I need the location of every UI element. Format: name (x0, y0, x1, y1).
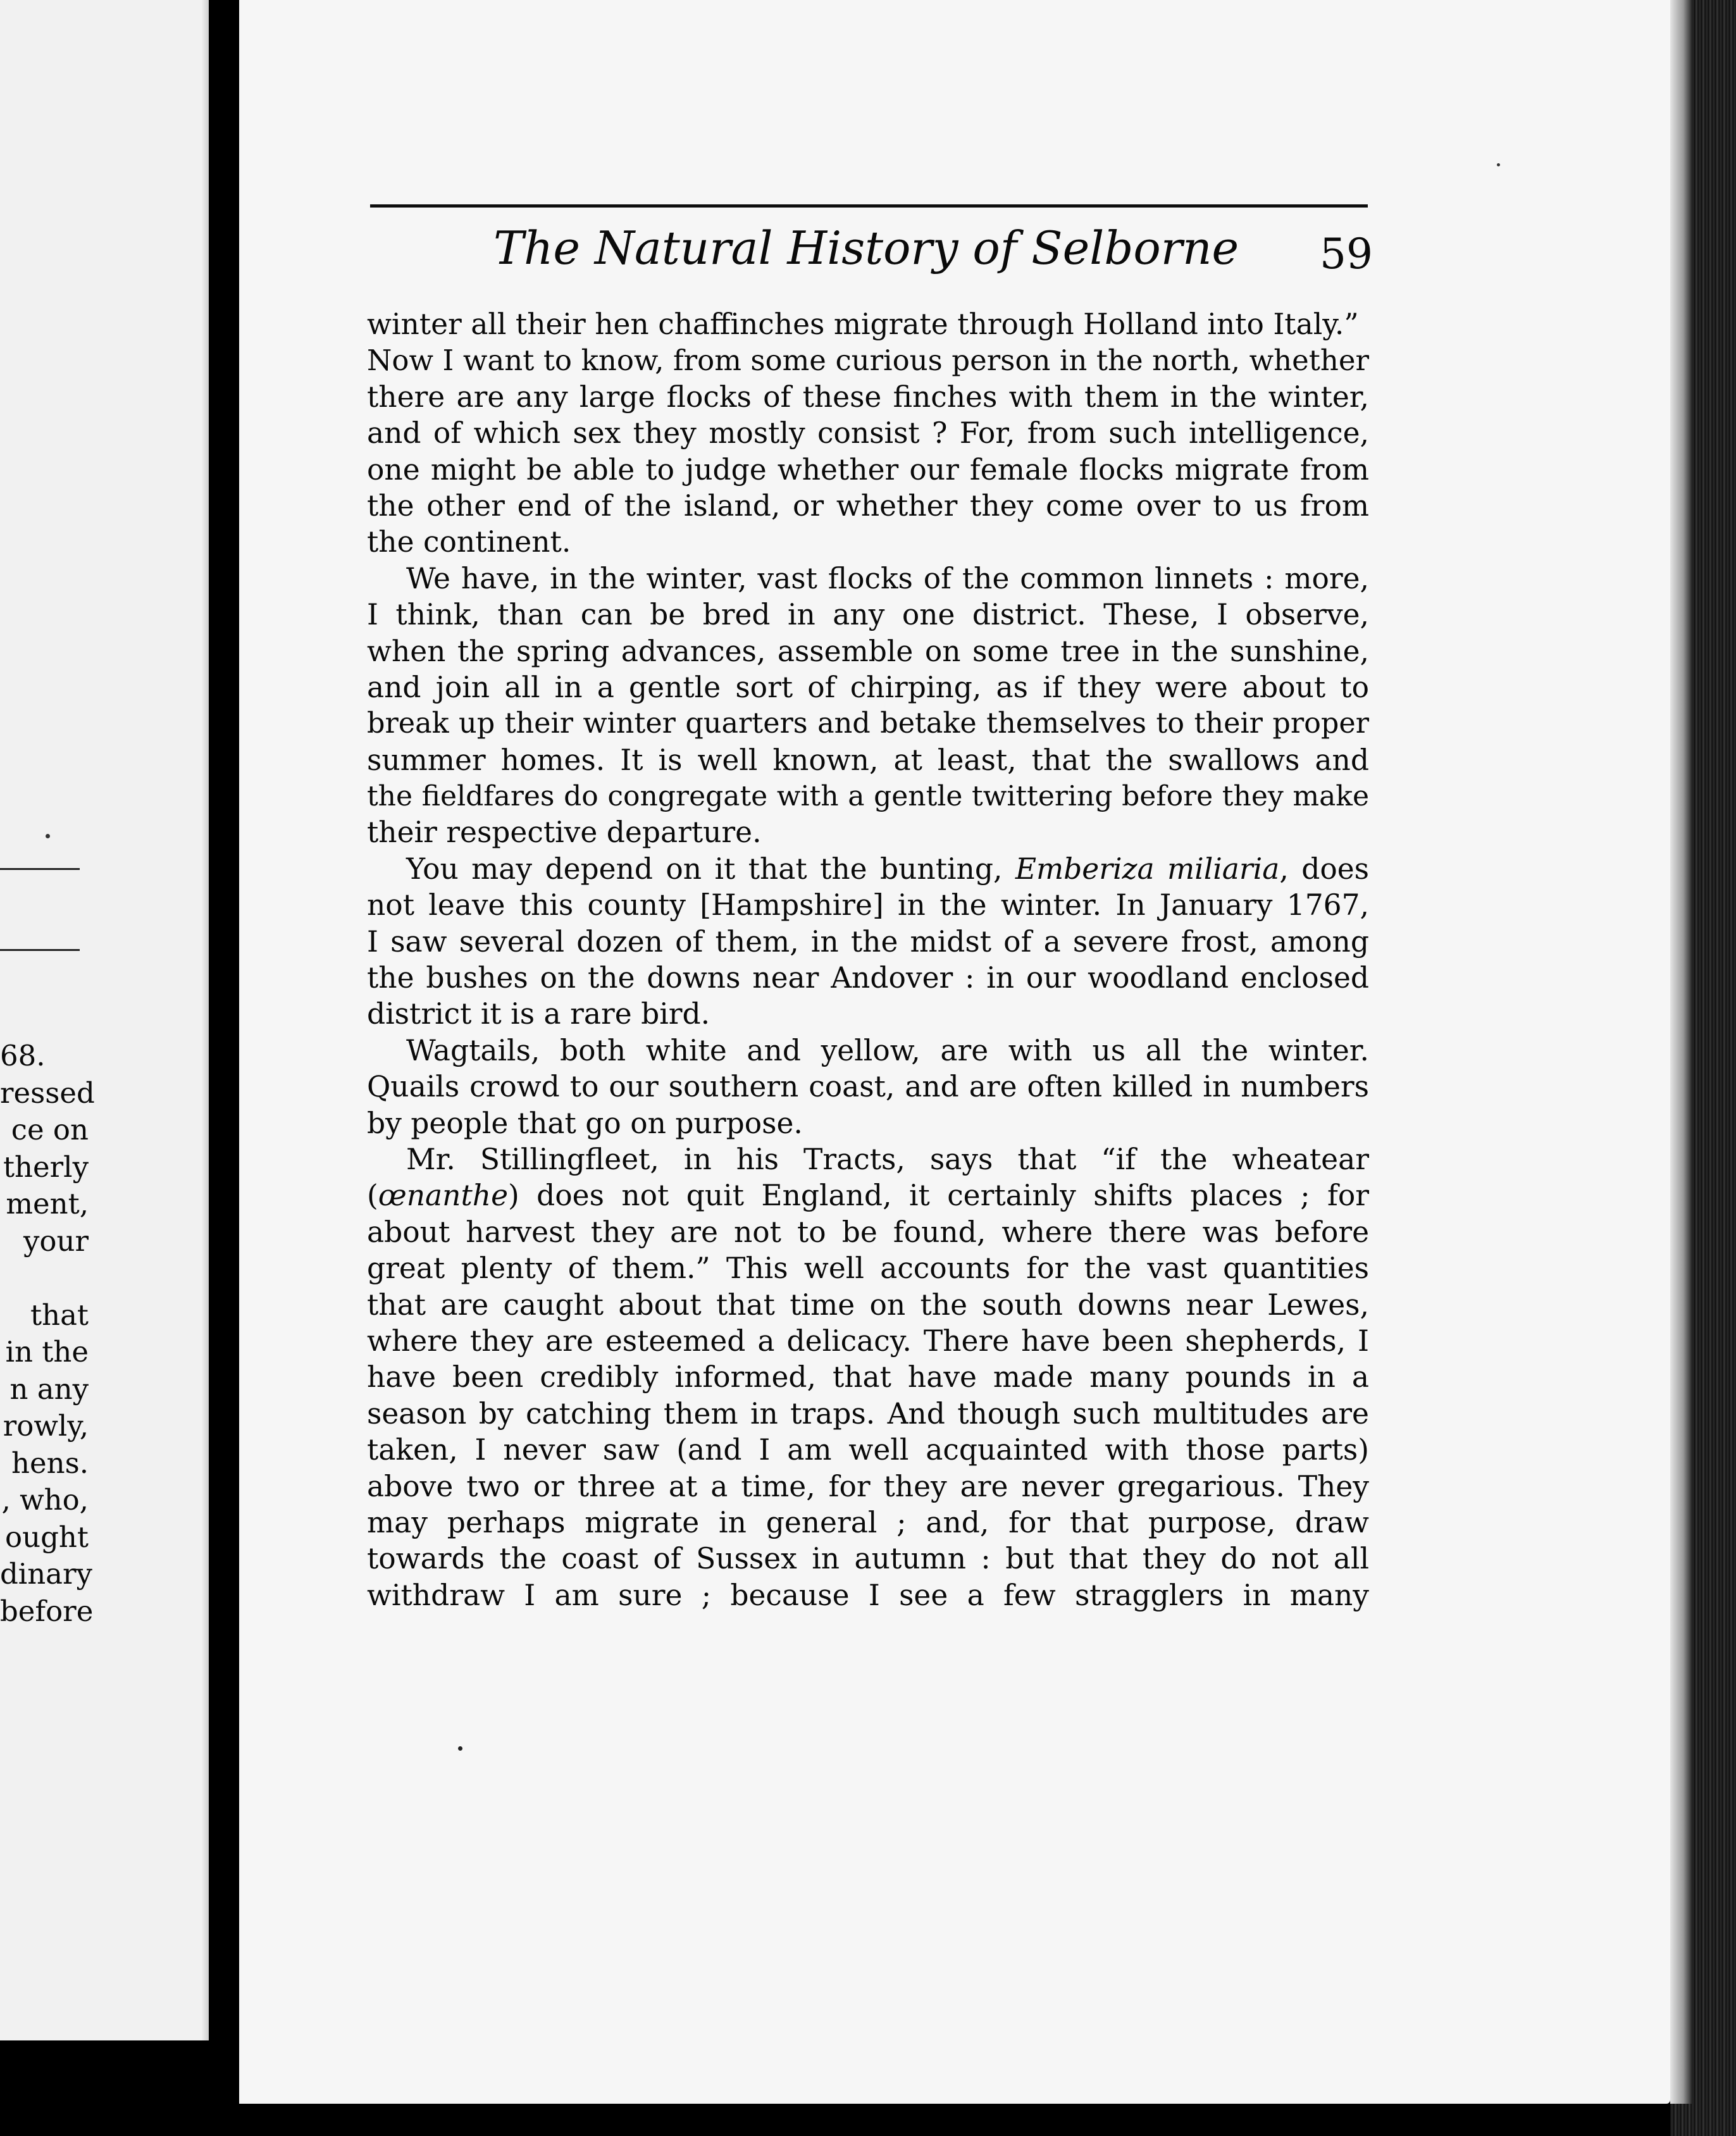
text-line (367, 851, 1369, 887)
text-line: one might be able to judge whether our female flocks migrate from (367, 452, 1369, 487)
print-speck (458, 1746, 462, 1751)
left-page-fragment: dinary (0, 1557, 92, 1591)
text-line: I think, than can be bred in any one district. These, I observe, (367, 598, 1369, 632)
text-line: We have, in the winter, vast flocks of the common linnets : more, (406, 561, 1369, 595)
text-line: there are any large flocks of these finches with them in the winter, (367, 380, 1369, 414)
text-line: by people that go on purpose. (367, 1106, 803, 1140)
text-line: season by catching them in traps. And though such multitudes are (367, 1396, 1369, 1431)
text-line: taken, I never saw (and I am well acquainted with those parts) (367, 1433, 1369, 1467)
text-line: break up their winter quarters and betake themselves to their proper (367, 707, 1369, 740)
text-line: Quails crowd to our southern coast, and are often killed in numbers (367, 1070, 1369, 1104)
left-page-fragment: ressed (0, 1076, 95, 1110)
text-segment: , does (1279, 852, 1369, 886)
text-line: the continent. (367, 525, 571, 559)
left-page-fragment: that (30, 1298, 89, 1332)
text-line: summer homes. It is well known, at least, that the swallows and (367, 743, 1369, 777)
text-line: have been credibly informed, that have made many pounds in a (367, 1360, 1369, 1394)
text-line: where they are esteemed a delicacy. There have been shepherds, I (367, 1324, 1369, 1358)
running-title: The Natural History of Selborne (493, 221, 1239, 275)
left-page-fragment: hens. (11, 1446, 89, 1480)
text-segment: ) does not quit England, it certainly shifts places ; for (508, 1179, 1369, 1213)
text-line: may perhaps migrate in general ; and, for that purpose, draw (367, 1505, 1369, 1539)
text-line: Wagtails, both white and yellow, are with us all the winter. (406, 1033, 1369, 1067)
text-line: that are caught about that time on the south downs near Lewes, (367, 1288, 1369, 1322)
print-speck (1497, 163, 1500, 166)
left-page-fragment: , who, (1, 1483, 89, 1517)
left-page-fragment: ce on (11, 1113, 89, 1146)
left-page-fragment: ment, (6, 1187, 89, 1220)
text-line: the bushes on the downs near Andover : in our woodland enclosed (367, 961, 1369, 995)
left-page-fragment: therly (3, 1150, 89, 1184)
left-page-fragment: n any (9, 1372, 89, 1406)
left-page-fragment: ought (5, 1520, 89, 1554)
page-number: 59 (1320, 230, 1373, 278)
text-line: withdraw I am sure ; because I see a few stragglers in many (367, 1578, 1369, 1612)
body-text (367, 306, 1369, 1613)
text-line: Mr. Stillingfleet, in his Tracts, says that “if the wheatear (406, 1142, 1369, 1176)
text-line: I saw several dozen of them, in the midst of a severe frost, among (367, 924, 1369, 959)
text-line: not leave this county [Hampshire] in the winter. In January 1767, (367, 888, 1369, 922)
text-line: about harvest they are not to be found, where there was before (367, 1215, 1369, 1249)
text-line: winter all their hen chaffinches migrate through Holland into Italy.” (367, 307, 1359, 341)
text-line: great plenty of them.” This well accounts for the vast quantities (367, 1251, 1369, 1286)
left-page-fragment: in the (5, 1335, 89, 1369)
text-line: district it is a rare bird. (367, 997, 710, 1031)
header-rule (370, 204, 1368, 208)
italic-term: œnanthe (378, 1179, 509, 1213)
facing-page-left (0, 0, 209, 2040)
left-page-fragment: 68. (0, 1039, 46, 1072)
left-page-fragment: before (0, 1594, 94, 1628)
text-line: above two or three at a time, for they are never gregarious. They (367, 1469, 1369, 1503)
left-page-rule (0, 949, 80, 951)
text-line: the other end of the island, or whether they come over to us from (367, 488, 1369, 523)
text-line: when the spring advances, assemble on some tree in the sunshine, (367, 634, 1369, 668)
text-line: and of which sex they mostly consist ? For, from such intelligence, (367, 416, 1369, 450)
left-page-rule (0, 868, 80, 870)
text-line: towards the coast of Sussex in autumn : but that they do not all (367, 1542, 1369, 1576)
page-edge-shading (1670, 0, 1692, 2104)
left-page-text-fragments (0, 1038, 95, 1630)
text-segment: You may depend on it that the bunting, (406, 852, 1015, 886)
italic-term: Emberiza miliaria (1015, 852, 1280, 886)
left-page-fragment (0, 1260, 89, 1297)
text-line: the fieldfares do congregate with a gentle twittering before they make (367, 780, 1369, 813)
page-fold-shadow (201, 0, 209, 2040)
left-page-fragment: rowly, (3, 1409, 89, 1443)
left-page-fragment: your (23, 1224, 89, 1258)
text-line (367, 1177, 1369, 1214)
page-stack-edge (1670, 0, 1736, 2136)
text-line: Now I want to know, from some curious person in the north, whether (367, 344, 1369, 378)
print-speck (46, 834, 50, 838)
text-line: their respective departure. (367, 816, 762, 850)
text-line: and join all in a gentle sort of chirping, as if they were about to (367, 670, 1369, 704)
text-segment: ( (367, 1179, 378, 1213)
